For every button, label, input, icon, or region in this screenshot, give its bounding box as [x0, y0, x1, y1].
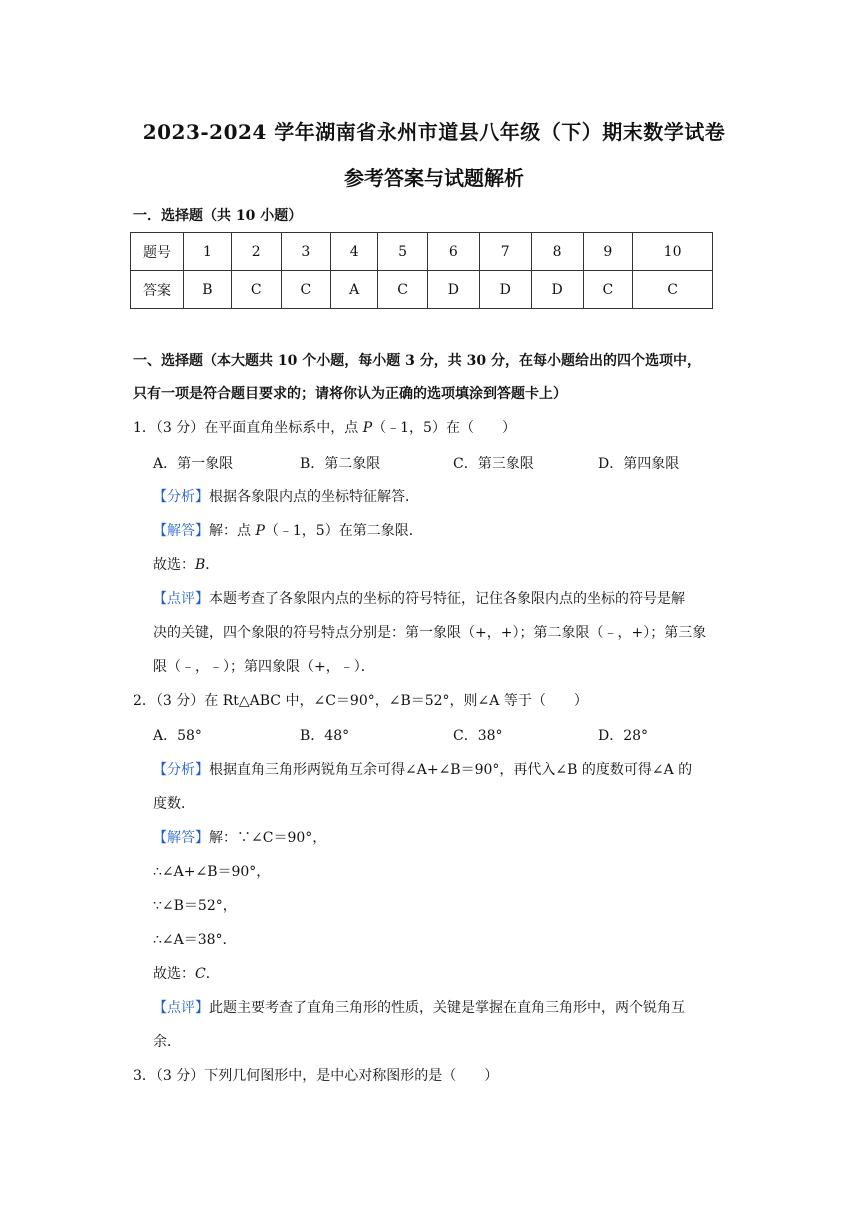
table-cell-answer: D: [479, 271, 531, 309]
q1-comment-line2: 决的关键，四个象限的符号特点分别是：第一象限（+，+）；第二象限（﹣，+）；第三象: [153, 625, 707, 641]
q1-analysis-text: 根据各象限内点的坐标特征解答．: [209, 489, 419, 505]
table-cell-number: 5: [378, 233, 428, 271]
solution-tag: 【解答】: [153, 523, 209, 539]
q1-option-b: B．第二象限: [300, 456, 381, 472]
q1-comment-text1: 本题考查了各象限内点的坐标的符号特征，记住各象限内点的坐标的符号是解: [209, 591, 685, 607]
table-cell-answer: D: [531, 271, 583, 309]
q3-stem: 3．（3 分）下列几何图形中，是中心对称图形的是（ ）: [133, 1068, 499, 1084]
q2-choice-prefix: 故选：: [153, 966, 195, 982]
table-cell-answer: C: [633, 271, 713, 309]
table-cell-answer: C: [378, 271, 428, 309]
table-row-answers: [131, 271, 713, 309]
q1-comment-line3: 限（﹣，﹣）；第四象限（+，﹣）．: [153, 659, 375, 675]
table-cell-answer: C: [281, 271, 331, 309]
analysis-tag: 【分析】: [153, 762, 209, 778]
table-cell-number: 3: [281, 233, 331, 271]
q2-analysis-line1: [153, 760, 692, 780]
q1-option-c: C．第三象限: [453, 456, 534, 472]
table-cell-answer: C: [583, 271, 633, 309]
q2-step4: ∴∠A＝38°．: [153, 932, 237, 948]
table-cell-number: 4: [331, 233, 378, 271]
section2-intro-line1: 一、选择题（本大题共 10 个小题，每小题 3 分，共 30 分，在每小题给出的四个选项中，: [133, 353, 701, 369]
q1-option-d: D．第四象限: [598, 456, 680, 472]
q1-choice-end: ．: [205, 557, 220, 573]
q2-solution-text1: 解：∵∠C＝90°，: [209, 830, 327, 846]
comment-tag: 【点评】: [153, 591, 209, 607]
table-row-numbers: [131, 233, 713, 271]
table-cell-answer: A: [331, 271, 378, 309]
comment-tag: 【点评】: [153, 1000, 209, 1016]
q1-choice-letter: B: [195, 557, 206, 573]
table-cell-number: 9: [583, 233, 633, 271]
q1-comment-line1: [153, 589, 685, 609]
q1-stem-point: P: [362, 420, 373, 436]
table-header-label: 题号: [131, 233, 184, 271]
q1-choice: [153, 555, 219, 575]
q2-option-d: D．28°: [598, 728, 649, 744]
q2-step3: ∵∠B＝52°，: [153, 898, 237, 914]
table-cell-number: 2: [231, 233, 281, 271]
q2-option-b: B．48°: [300, 728, 350, 744]
q1-stem-text-b: （﹣1，5）在（ ）: [372, 420, 516, 436]
document-title: 2023-2024 学年湖南省永州市道县八年级（下）期末数学试卷: [142, 120, 726, 144]
table-cell-number: 7: [479, 233, 531, 271]
table-cell-number: 10: [633, 233, 713, 271]
q2-choice: [153, 964, 220, 984]
table-cell-answer: C: [231, 271, 281, 309]
q1-option-a: A．第一象限: [153, 456, 234, 472]
section1-heading: 一．选择题（共 10 小题）: [133, 208, 303, 224]
q1-stem-text-a: 1．（3 分）在平面直角坐标系中，点: [133, 420, 363, 436]
q1-solution-point: P: [255, 523, 265, 539]
q2-stem: 2．（3 分）在 Rt△ABC 中，∠C＝90°，∠B＝52°，则∠A 等于（ ）: [133, 693, 588, 709]
table-answer-label: 答案: [131, 271, 184, 309]
solution-tag: 【解答】: [153, 830, 209, 846]
q2-choice-end: ．: [205, 966, 220, 982]
q2-solution-line1: [153, 828, 326, 848]
q2-step2: ∴∠A+∠B＝90°，: [153, 864, 271, 880]
table-cell-number: 1: [184, 233, 232, 271]
q2-option-a: A．58°: [153, 728, 202, 744]
analysis-tag: 【分析】: [153, 489, 209, 505]
q2-comment-line1: [153, 998, 685, 1018]
table-cell-answer: D: [427, 271, 479, 309]
section2-intro-line2: 只有一项是符合题目要求的；请将你认为正确的选项填涂到答题卡上）: [133, 386, 567, 402]
table-cell-answer: B: [184, 271, 232, 309]
q1-stem: [133, 418, 516, 438]
q1-solution: [153, 521, 423, 541]
table-cell-number: 8: [531, 233, 583, 271]
q2-comment-text1: 此题主要考查了直角三角形的性质，关键是掌握在直角三角形中，两个锐角互: [209, 1000, 685, 1016]
table-cell-number: 6: [427, 233, 479, 271]
q1-analysis: [153, 487, 419, 507]
q2-analysis-text1: 根据直角三角形两锐角互余可得∠A+∠B＝90°，再代入∠B 的度数可得∠A 的: [209, 762, 693, 778]
q1-choice-prefix: 故选：: [153, 557, 195, 573]
q2-comment-line2: 余．: [153, 1034, 181, 1050]
q1-solution-text-a: 解：点: [209, 523, 256, 539]
q2-option-c: C．38°: [453, 728, 503, 744]
answer-table: [130, 232, 713, 309]
q1-solution-text-b: （﹣1，5）在第二象限．: [264, 523, 423, 539]
q2-choice-letter: C: [195, 966, 206, 982]
q2-analysis-line2: 度数．: [153, 796, 195, 812]
document-subtitle: 参考答案与试题解析: [344, 166, 524, 190]
